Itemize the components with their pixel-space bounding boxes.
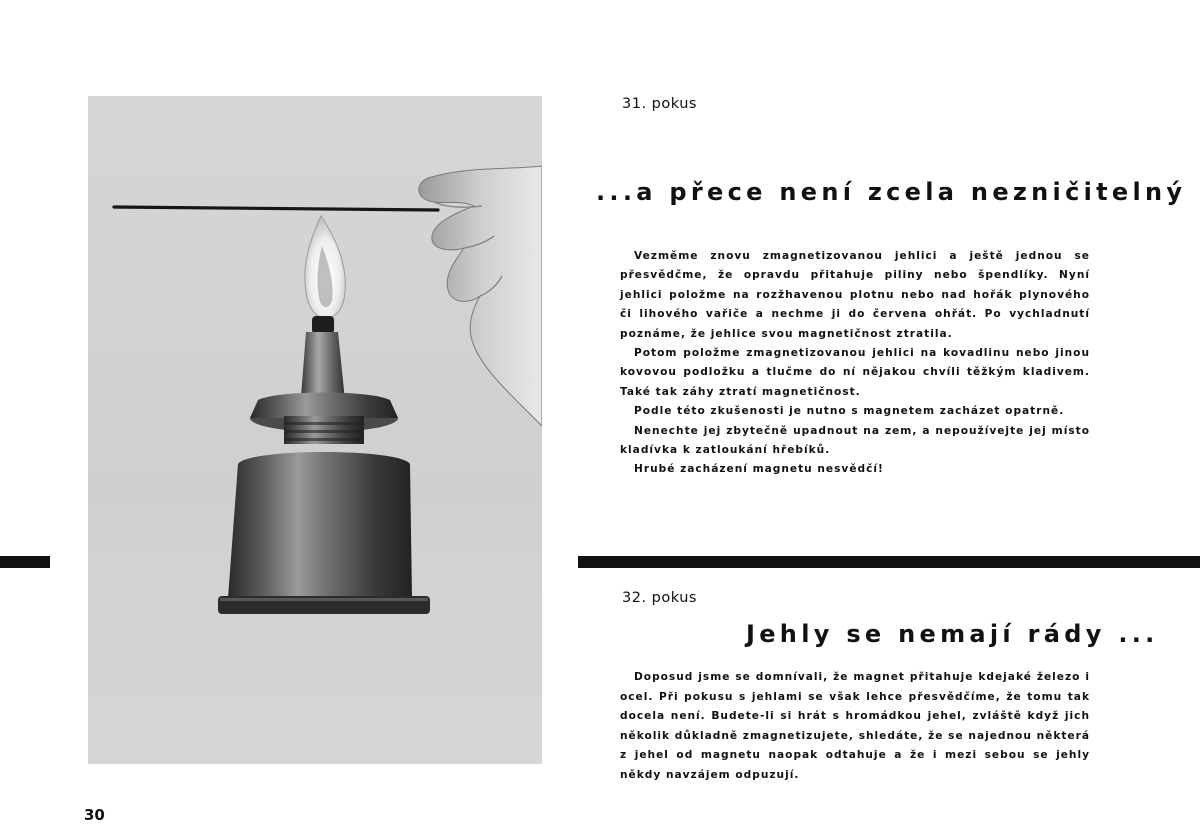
- experiment-31-title: ...a přece není zcela nezničitelný: [596, 178, 1187, 206]
- paragraph: Potom položme zmagnetizovanou jehlici na kovadlinu nebo jinou kovovou podložku a tlučme do ní nějakou chvíli těžkým kladivem. Také tak záhy ztratí magnetičnost.: [620, 347, 1090, 398]
- paragraph: Vezměme znovu zmagnetizovanou jehlici a ještě jednou se přesvědčme, že opravdu přitahuje piliny nebo špendlíky. Nyní jehlici položme na rozžhavenou plotnu nebo nad hořák plynového či lihového vařiče a nechme ji do červena ohřát. Po vychladnutí poznáme, že jehlice svou magnetičnost ztratila.: [620, 250, 1090, 340]
- experiment-31-text: [620, 247, 1090, 480]
- experiment-photo: [88, 96, 542, 764]
- section-divider: [578, 556, 1200, 568]
- experiment-32-text: [620, 668, 1090, 786]
- paragraph: Nenechte jej zbytečně upadnout na zem, a nepoužívejte jej místo kladívka k zatloukání hřebíků.: [620, 424, 1090, 457]
- paragraph: Doposud jsme se domnívali, že magnet přitahuje kdejaké železo i ocel. Při pokusu s jehlami se však lehce přesvědčíme, že tomu tak docela není. Budete-li si hrát s hromádkou jehel, zvláště když jich několik důkladně zmagnetizujete, shledáte, že se najednou některá z jehel od magnetu naopak odtahuje a že i mezi sebou se jehly někdy navzájem odpuzují.: [620, 671, 1090, 781]
- experiment-32-title: Jehly se nemají rády ...: [746, 620, 1159, 648]
- paragraph: Podle této zkušenosti je nutno s magnetem zacházet opatrně.: [634, 405, 1065, 418]
- paragraph: Hrubé zacházení magnetu nesvědčí!: [634, 463, 884, 476]
- experiment-32-label: 32. pokus: [622, 590, 697, 606]
- experiment-31-label: 31. pokus: [622, 96, 697, 112]
- page-number: 30: [84, 806, 105, 824]
- margin-bar: [0, 556, 50, 568]
